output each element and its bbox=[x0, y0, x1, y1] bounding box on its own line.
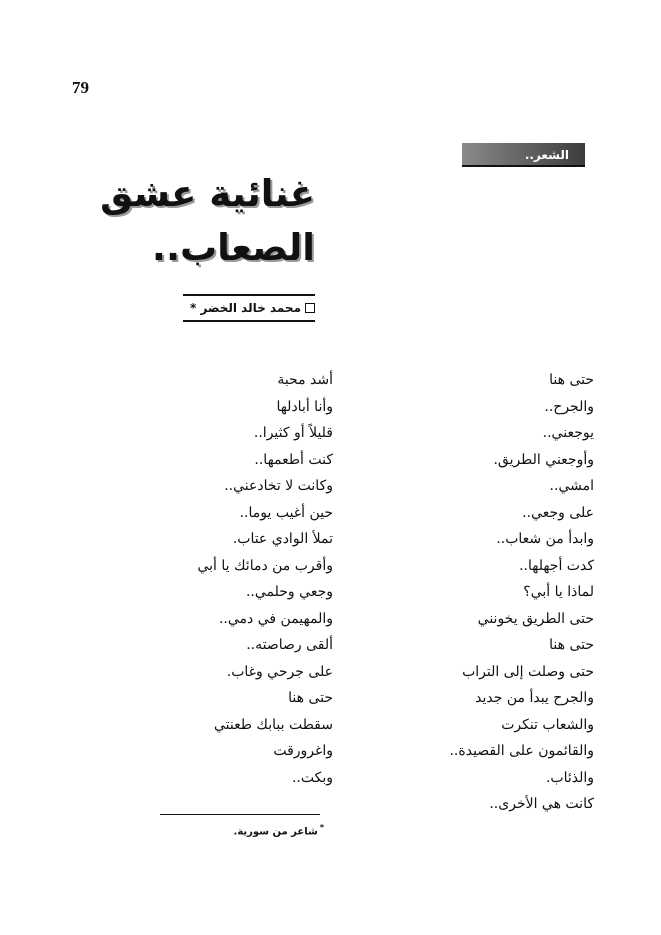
poem-line: كنت أطعمها.. bbox=[254, 451, 333, 468]
page-number: 79 bbox=[72, 78, 89, 97]
poem-line: حتى وصلت إلى التراب bbox=[462, 663, 594, 680]
poem-column-left bbox=[197, 367, 333, 791]
poem-line: كدت أجهلها.. bbox=[519, 557, 594, 574]
poem-title-line-2: الصعاب.. bbox=[151, 226, 315, 269]
poem-line: على جرحي وغاب. bbox=[226, 663, 333, 680]
footnote-marker: * bbox=[319, 823, 324, 832]
poem-line: والشعاب تنكرت bbox=[501, 716, 594, 733]
footnote-text: شاعر من سورية. bbox=[233, 826, 318, 838]
poem-line: حتى هنا bbox=[549, 637, 594, 653]
poem-line: والمهيمن في دمي.. bbox=[218, 610, 333, 627]
poem-line: حتى هنا bbox=[549, 372, 594, 388]
poem-line: يوجعني.. bbox=[542, 425, 594, 441]
poem-line: والجرح.. bbox=[544, 398, 594, 415]
poem-line: وكانت لا تخادعني.. bbox=[224, 478, 333, 494]
poem-line: والذئاب. bbox=[545, 769, 594, 786]
square-bullet-icon bbox=[305, 303, 315, 313]
poem-column-right bbox=[449, 367, 594, 818]
poem-line: كانت هي الأخرى.. bbox=[489, 796, 594, 812]
poem-line: امشي.. bbox=[549, 478, 594, 494]
poem-title-line-1: غنائية عشق bbox=[100, 172, 315, 215]
poem-line: تملأ الوادي عتاب. bbox=[232, 531, 333, 547]
poem-line: أشد محبة bbox=[277, 372, 333, 388]
poem-line: وأوجعني الطريق. bbox=[493, 451, 594, 468]
poem-line: وأقرب من دمائك يا أبي bbox=[197, 557, 333, 574]
poem-line: وأنا أبادلها bbox=[276, 398, 333, 415]
poem-line: لماذا يا أبي؟ bbox=[523, 584, 594, 600]
footnote-divider bbox=[160, 814, 320, 815]
poem-line: وبكت.. bbox=[291, 769, 333, 786]
poem-line: على وجعي.. bbox=[522, 504, 594, 521]
poem-line: ألقى رصاصته.. bbox=[246, 637, 333, 653]
poem-line: وابدأ من شعاب.. bbox=[496, 531, 594, 547]
footnote bbox=[234, 823, 324, 837]
poem-line: واغرورقت bbox=[273, 743, 333, 759]
author-byline bbox=[183, 294, 315, 322]
poem-line: حتى الطريق يخونني bbox=[477, 610, 594, 627]
poem-line: والجرح يبدأ من جديد bbox=[475, 690, 594, 706]
author-name: محمد خالد الخضر * bbox=[189, 301, 301, 315]
poem-line: حين أغيب يوما.. bbox=[239, 504, 333, 521]
poem-line: قليلاً أو كثيرا.. bbox=[253, 425, 333, 441]
poem-line: والقائمون على القصيدة.. bbox=[449, 743, 594, 759]
poem-line: حتى هنا bbox=[288, 690, 333, 706]
poem-line: سقطت ببابك طعنتي bbox=[213, 716, 333, 733]
poem-line: وجعي وحلمي.. bbox=[245, 584, 333, 600]
section-label: الشعر.. bbox=[462, 143, 585, 167]
